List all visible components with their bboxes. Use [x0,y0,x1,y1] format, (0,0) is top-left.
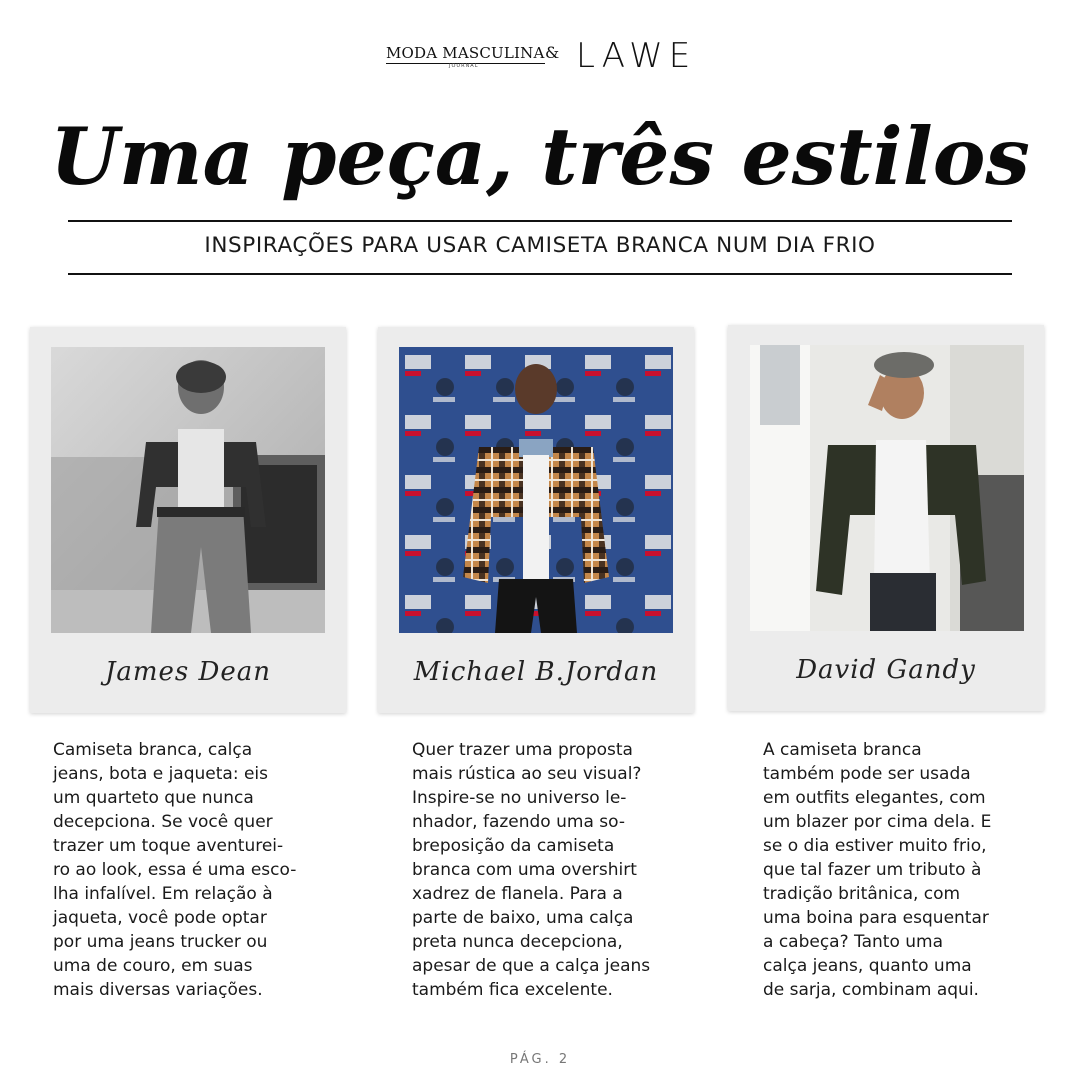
page-title: Uma peça, três estilos [50,110,1030,203]
column-line: preta nunca decepciona, [412,932,623,952]
polaroid-david-gandy [728,325,1044,711]
column-line: tradição britânica, com [763,884,961,904]
column-line: se o dia estiver muito frio, [763,836,987,856]
polaroid-michael-b-jordan [378,327,694,713]
column-line: uma de couro, em suas [53,956,253,976]
column-line: mais diversas variações. [53,980,263,1000]
title-divider-top [68,220,1012,222]
column-line: breposição da camiseta [412,836,615,856]
title-divider-bottom [68,273,1012,275]
signature-michael-b-jordan: Michael B.Jordan [413,657,659,687]
column-line: uma boina para esquentar [763,908,989,928]
column-line: mais rústica ao seu visual? [412,764,642,784]
black-and-white-photo-icon [51,347,325,633]
column-line: também fica excelente. [412,980,613,1000]
column-line: de sarja, combinam aqui. [763,980,979,1000]
column-line: um blazer por cima dela. E [763,812,992,832]
ampersand: & [545,43,560,62]
page-number: PÁG. 2 [509,1052,571,1067]
column-line: a cabeça? Tanto uma [763,932,944,952]
column-line: xadrez de flanela. Para a [412,884,623,904]
column-line: por uma jeans trucker ou [53,932,268,952]
column-line: branca com uma overshirt [412,860,637,880]
text-column-michael-b-jordan [412,738,684,1002]
column-line: Camiseta branca, calça [53,740,253,760]
column-line: que tal fazer um tributo à [763,860,982,880]
polaroid-james-dean [30,327,346,713]
page-subtitle: INSPIRAÇÕES PARA USAR CAMISETA BRANCA NUM DIA FRIO [204,233,876,258]
text-column-james-dean [53,738,325,1002]
signature-james-dean: James Dean [104,657,272,687]
column-line: Quer trazer uma proposta [412,740,633,760]
street-style-photo-icon [750,345,1024,631]
red-carpet-photo-icon [399,347,673,633]
lawe-logo: LAWE [576,36,697,76]
moda-masculina-logo: MODA MASCULINA [386,44,545,62]
text-column-david-gandy [763,738,1035,1002]
column-line: jeans, bota e jaqueta: eis [53,764,268,784]
journal-logo-subtitle: JOURNAL [449,63,479,69]
column-line: lha infalível. Em relação à [53,884,273,904]
column-line: ro ao look, essa é uma esco- [53,860,297,880]
column-line: A camiseta branca [763,740,922,760]
column-line: calça jeans, quanto uma [763,956,972,976]
signature-david-gandy: David Gandy [796,655,976,685]
column-line: Inspire-se no universo le- [412,788,627,808]
column-line: também pode ser usada [763,764,971,784]
column-line: decepciona. Se você quer [53,812,273,832]
column-line: apesar de que a calça jeans [412,956,651,976]
header-logos [0,36,1080,76]
column-line: jaqueta, você pode optar [53,908,267,928]
column-line: parte de baixo, uma calça [412,908,634,928]
column-line: trazer um toque aventurei- [53,836,284,856]
column-line: nhador, fazendo uma so- [412,812,625,832]
column-line: em outfits elegantes, com [763,788,986,808]
column-line: um quarteto que nunca [53,788,254,808]
